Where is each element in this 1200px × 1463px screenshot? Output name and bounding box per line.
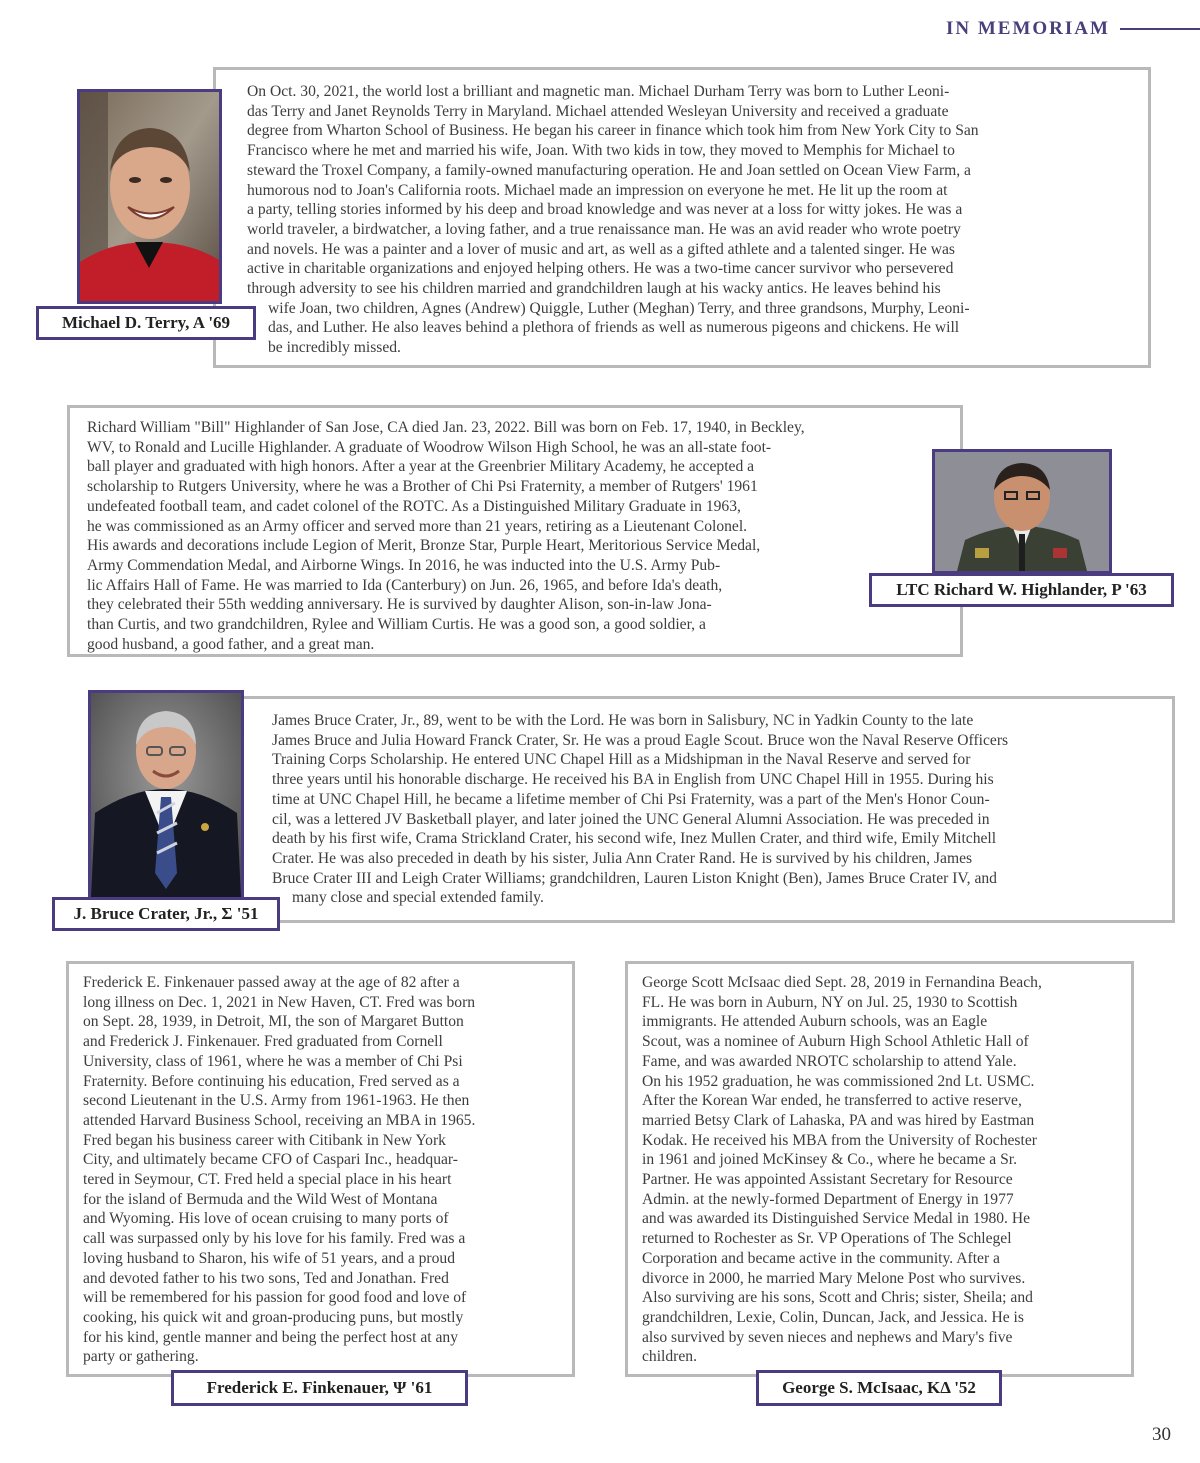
obituary-text-box-highlander bbox=[67, 405, 963, 657]
obituary-name-caption: LTC Richard W. Highlander, P '63 bbox=[869, 573, 1174, 607]
obituary-text-continued: wife Joan, two children, Agnes (Andrew) Quiggle, Luther (Meghan) Terry, and three grandsons, Murphy, Leoni- das, and Luther. He also leaves behind a plethora of friends as well as numerous pigeons and chickens. He will be incredibly missed. bbox=[268, 299, 970, 357]
obituary-text-box-mcisaac bbox=[625, 961, 1134, 1377]
obituary-text: Frederick E. Finkenauer passed away at the age of 82 after a long illness on Dec. 1, 2021 in New Haven, CT. Fred was born on Sept. 28, 1939, in Detroit, MI, the son of Margaret Button and Frederick J. Finkenauer. Fred graduated from Cornell University, class of 1961, where he was a member of Chi Psi Fraternity. Before continuing his education, Fred served as a second Lieutenant in the U.S. Army from 1961-1963. He then attended Harvard Business School, receiving an MBA in 1965. Fred began his business career with Citibank in New York City, and ultimately became CFO of Caspari Inc., headquar- tered in Seymour, CT. Fred held a special place in his heart for the island of Bermuda and the Wild West of Montana and Wyoming. His love of ocean cruising to many ports of call was surpassed only by his love for his family. Fred was a loving husband to Sharon, his wife of 51 years, and a proud and devoted father to his two sons, Ted and Jonathan. Fred will be remembered for his passion for good food and love of cooking, his quick wit and groan-producing puns, but mostly for his kind, gentle manner and being the perfect host at any party or gathering. bbox=[83, 974, 476, 1366]
obituary-name-caption: Frederick E. Finkenauer, Ψ '61 bbox=[171, 1370, 468, 1406]
obituary-name-caption: George S. McIsaac, KΔ '52 bbox=[756, 1370, 1002, 1406]
obituary-text-continued: many close and special extended family. bbox=[292, 889, 544, 907]
obituary-text-box-terry bbox=[213, 67, 1151, 368]
obituary-text: Richard William "Bill" Highlander of San Jose, CA died Jan. 23, 2022. Bill was born on Feb. 17, 1940, in Beckley, WV, to Ronald and Lucille Highlander. A graduate of Woodrow Wilson High School, he was an all-state foot- ball player and graduated with high honors. After a year at the Greenbrier Military Academy, he accepted a scholarship to Rutgers University, where he was a Brother of Chi Psi Fraternity, a member of Rutgers' 1961 undefeated football team, and cadet colonel of the ROTC. As a Distinguished Military Graduate in 1963, he was commissioned as an Army officer and served more than 21 years, retiring as a Lieutenant Colonel. His awards and decorations include Legion of Merit, Bronze Star, Purple Heart, Meritorious Service Medal, Army Commendation Medal, and Airborne Wings. In 2016, he was inducted into the U.S. Army Pub- lic Affairs Hall of Fame. He was married to Ida (Canterbury) on Jun. 26, 1965, and before Ida's death, they celebrated their 55th wedding anniversary. He is survived by daughter Alison, son-in-law Jona- than Curtis, and two grandchildren, Rylee and William Curtis. He was a good son, a good soldier, a good husband, a good father, and a great man. bbox=[87, 419, 805, 653]
portrait-photo-crater bbox=[88, 690, 244, 900]
section-header bbox=[946, 18, 1200, 40]
obituary-text: On Oct. 30, 2021, the world lost a brilliant and magnetic man. Michael Durham Terry was born to Luther Leoni- das Terry and Janet Reynolds Terry in Maryland. Michael attended Wesleyan University and received a graduate degree from Wharton School of Business. He began his career in finance which took him from New York City to San Francisco where he met and married his wife, Joan. With two kids in tow, they moved to Memphis for Michael to steward the Troxel Company, a family-owned manufacturing operation. He and Joan settled on Ocean View Farm, a humorous nod to Joan's California roots. Michael made an impression on everyone he met. He lit up the room at a party, telling stories informed by his deep and broad knowledge and was never at a loss for witty jokes. He was a world traveler, a birdwatcher, a loving father, and a true renaissance man. He was an avid reader who wrote poetry and novels. He was a painter and a lover of music and art, as well as a gifted athlete and a talented singer. He was active in charitable organizations and enjoyed helping others. He was a two-time cancer survivor who persevered through adversity to see his children married and grandchildren laugh at his wacky antics. He leaves behind his bbox=[247, 83, 979, 298]
header-rule bbox=[1120, 28, 1200, 30]
obituary-text: James Bruce Crater, Jr., 89, went to be with the Lord. He was born in Salisbury, NC in Yadkin County to the late James Bruce and Julia Howard Franck Crater, Sr. He was a proud Eagle Scout. Bruce won the Naval Reserve Officers Training Corps Scholarship. He entered UNC Chapel Hill as a Midshipman in the Naval Reserve and served for three years until his honorable discharge. He received his BA in English from UNC Chapel Hill in 1955. During his time at UNC Chapel Hill, he became a lifetime member of Chi Psi Fraternity, was a part of the Men's Honor Coun- cil, was a lettered JV Basketball player, and later joined the UNC General Alumni Association. He was preceded in death by his first wife, Crama Strickland Crater, his second wife, Inez Mullen Crater, and third wife, Emily Mitchell Crater. He was also preceded in death by his sister, Julia Ann Crater Rand. He is survived by his children, James Bruce Crater III and Leigh Crater Williams; grandchildren, Lauren Liston Knight (Ben), James Bruce Crater IV, and bbox=[272, 712, 1009, 887]
obituary-text-box-crater bbox=[240, 696, 1175, 923]
obituary-name-caption: Michael D. Terry, A '69 bbox=[36, 306, 256, 340]
page-number: 30 bbox=[1152, 1424, 1171, 1445]
portrait-photo-terry bbox=[77, 89, 222, 304]
portrait-photo-highlander bbox=[932, 449, 1112, 574]
section-title: IN MEMORIAM bbox=[946, 18, 1110, 39]
obituary-name-caption: J. Bruce Crater, Jr., Σ '51 bbox=[52, 897, 280, 931]
obituary-text: George Scott McIsaac died Sept. 28, 2019 in Fernandina Beach, FL. He was born in Auburn, NY on Jul. 25, 1930 to Scottish immigrants. He attended Auburn schools, was an Eagle Scout, was a nominee of Auburn High School Athletic Hall of Fame, and was awarded NROTC scholarship to attend Yale. On his 1952 graduation, he was commissioned 2nd Lt. USMC. After the Korean War ended, he transferred to active reserve, married Betsy Clark of Lahaska, PA and was hired by Eastman Kodak. He received his MBA from the University of Rochester in 1961 and joined McKinsey & Co., where he became a Sr. Partner. He was appointed Assistant Secretary for Resource Admin. at the newly-formed Department of Energy in 1977 and was awarded its Distinguished Service Medal in 1980. He returned to Rochester as Sr. VP Operations of The Schlegel Corporation and became active in the community. After a divorce in 2000, he married Mary Melone Post who survives. Also surviving are his sons, Scott and Chris; sister, Sheila; and grandchildren, Lexie, Colin, Duncan, Jack, and Jessica. He is also survived by seven nieces and nephews and Mary's five children. bbox=[642, 974, 1042, 1366]
obituary-text-box-finkenauer bbox=[66, 961, 575, 1377]
